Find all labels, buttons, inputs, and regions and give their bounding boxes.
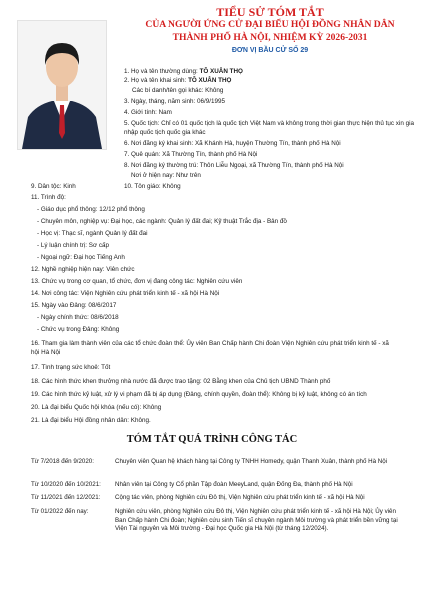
info-dob: 3. Ngày, tháng, năm sinh: 06/9/1995 <box>124 98 226 105</box>
info-birth-registration: 6. Nơi đăng ký khai sinh: Xã Khánh Hà, huyện Thường Tín, thành phố Hà Nội <box>124 140 341 147</box>
field-value: TÔ XUÂN THỌ <box>199 68 243 75</box>
info-ethnicity: 9. Dân tộc: Kinh <box>31 183 76 190</box>
info-current-address: Nơi ở hiện nay: Như trên <box>131 172 201 179</box>
info-political-theory: - Lý luận chính trị: Sơ cấp <box>37 242 110 249</box>
field-value: TÔ XUÂN THỌ <box>188 77 232 84</box>
info-nationality: 5. Quốc tịch: Chỉ có 01 quốc tịch là quốc tịch Việt Nam và không trong thời gian thực hiện thủ tục xin gia nhập quốc tịch quốc gia khác <box>124 120 415 136</box>
info-peoples-council: 21. Là đại biểu Hội đồng nhân dân: Không. <box>31 417 151 424</box>
field-label: 1. Họ và tên thường dùng: <box>124 68 198 75</box>
info-workplace: 14. Nơi công tác: Viện Nghiên cứu phát triển kinh tế - xã hội Hà Nội <box>31 290 220 297</box>
page-title: TIỂU SỬ TÓM TẮT <box>216 5 324 19</box>
info-education: 11. Trình độ: <box>31 194 66 201</box>
info-health: 17. Tình trạng sức khoẻ: Tốt <box>31 364 111 371</box>
work-date: Từ 11/2021 đến 12/2021: <box>31 494 101 501</box>
info-party-official-date: - Ngày chính thức: 08/6/2018 <box>37 314 119 321</box>
info-national-assembly: 20. Là đại biểu Quốc hội khóa (nếu có): Không <box>31 404 162 411</box>
info-party-join-date: 15. Ngày vào Đảng: 08/6/2017 <box>31 302 117 309</box>
info-hometown: 7. Quê quán: Xã Thường Tín, thành phố Hà Nội <box>124 151 258 158</box>
portrait-figure <box>18 21 106 149</box>
info-common-name <box>124 68 243 77</box>
info-permanent-address: 8. Nơi đăng ký thường trú: Thôn Liễu Ngoại, xã Thường Tín, thành phố Hà Nội <box>124 162 344 169</box>
work-date: Từ 01/2022 đến nay: <box>31 508 89 515</box>
work-date: Từ 10/2020 đến 10/2021: <box>31 481 101 488</box>
page-subtitle: CỦA NGƯỜI ỨNG CỬ ĐẠI BIỂU HỘI ĐỒNG NHÂN DÂN <box>145 19 395 30</box>
info-birth-name <box>124 77 231 86</box>
electoral-unit: ĐƠN VỊ BẦU CỬ SỐ 29 <box>231 47 309 54</box>
work-description: Nghiên cứu viên, phòng Nghiên cứu Đô thị, Viện Nghiên cứu phát triển kinh tế - xã hội Hà Nội; Ủy viên Ban Chấp hành Chi đoàn; Nghiên cứu sinh Tiến sĩ chuyên ngành Môi trường và phát triển bền vững tại Viện Tài nguyên và Môi trường - Đại học Quốc gia Hà Nội (từ tháng 12/2024). <box>115 508 398 532</box>
info-party-position: - Chức vụ trong Đảng: Không <box>37 326 120 333</box>
info-aliases: Các bí danh/tên gọi khác: Không <box>132 87 224 94</box>
info-occupation: 12. Nghề nghiệp hiện nay: Viên chức <box>31 266 135 273</box>
field-label: 2. Họ và tên khai sinh: <box>124 77 187 84</box>
info-discipline: 19. Các hình thức kỷ luật, xử lý vi phạm đã bị áp dụng (Đảng, chính quyền, đoàn thể): Không bị kỷ luật, không có án tích <box>31 391 367 398</box>
info-religion: 10. Tôn giáo: Không <box>124 183 181 190</box>
info-education-general: - Giáo dục phổ thông: 12/12 phổ thông <box>37 206 145 213</box>
info-gender: 4. Giới tính: Nam <box>124 109 172 116</box>
info-education-professional: - Chuyên môn, nghiệp vụ: Đại học, các ngành: Quản lý đất đai; Kỹ thuật Trắc địa - Bản đồ <box>37 218 287 225</box>
work-description: Chuyên viên Quan hệ khách hàng tại Công ty TNHH Homedy, quận Thanh Xuân, thành phố Hà Nội <box>115 458 388 465</box>
portrait-photo <box>17 20 107 150</box>
work-date: Từ 7/2018 đến 9/2020: <box>31 458 94 465</box>
page-subtitle-2: THÀNH PHỐ HÀ NỘI, NHIỆM KỲ 2026-2031 <box>172 32 368 43</box>
info-organizations: 16. Tham gia làm thành viên của các tổ chức đoàn thể: Ủy viên Ban Chấp hành Chi đoàn Viện Nghiên cứu phát triển kinh tế - xã hội Hà Nội <box>31 340 389 356</box>
info-degree: - Học vị: Thạc sĩ, ngành Quản lý đất đai <box>37 230 148 237</box>
work-description: Cộng tác viên, phòng Nghiên cứu Đô thị, Viện Nghiên cứu phát triển kinh tế - xã hội Hà Nội <box>115 494 365 501</box>
work-history-title: TÓM TẮT QUÁ TRÌNH CÔNG TÁC <box>126 434 298 445</box>
info-position: 13. Chức vụ trong cơ quan, tổ chức, đơn vị đang công tác: Nghiên cứu viên <box>31 278 243 285</box>
info-awards: 18. Các hình thức khen thưởng nhà nước đã được trao tặng: 02 Bằng khen của Chủ tịch UBND Thành phố <box>31 378 331 385</box>
work-description: Nhân viên tại Công ty Cổ phần Tập đoàn MeeyLand, quận Đống Đa, thành phố Hà Nội <box>115 481 353 488</box>
info-foreign-language: - Ngoại ngữ: Đại học Tiếng Anh <box>37 254 125 261</box>
